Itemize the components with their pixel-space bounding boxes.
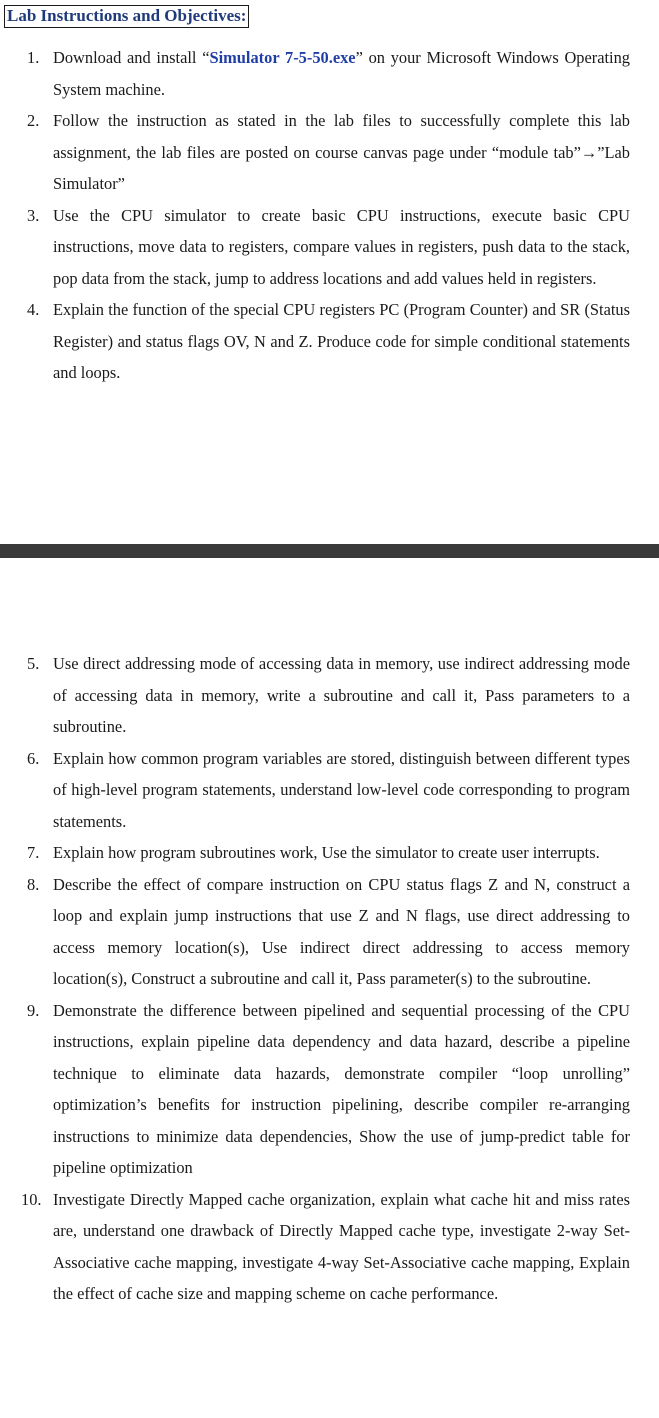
item-number: 8. [27,874,40,894]
list-item-3 [0,200,659,295]
item-text: Investigate Directly Mapped cache organization, explain what cache hit and miss rates are, understand one drawback of Directly Mapped cache type, investigate 2-way Set-Associative cache mapping, investigate 4-way Set-Associative cache mapping, Explain the effect of cache size and mapping scheme on cache performance. [53,1189,630,1303]
list-item-5 [0,648,659,743]
item-text: Explain how program subroutines work, Use the simulator to create user interrupts. [53,843,600,862]
item-text: Demonstrate the difference between pipelined and sequential processing of the CPU instructions, explain pipeline data dependency and data hazard, describe a pipeline technique to eliminate data hazards, demonstrate compiler “loop unrolling” optimization’s benefits for instruction pipelining, describe compiler re-arranging instructions to minimize data dependencies, Show the use of jump-predict table for pipeline optimization [53,1000,630,1177]
list-item-1 [0,42,659,105]
section-heading: Lab Instructions and Objectives: [4,5,249,28]
item-number: 1. [27,48,40,67]
list-item-7 [0,837,659,869]
document-page-2 [0,558,659,1418]
objectives-list-part-2 [0,648,659,1310]
item-number: 9. [27,1000,40,1020]
item-number: 4. [27,300,40,319]
document-page-1 [0,0,659,544]
item-text: Explain how common program variables are stored, distinguish between different types of high-level program statements, understand low-level code corresponding to program statements. [53,748,630,831]
item-text: Describe the effect of compare instruction on CPU status flags Z and N, construct a loop and explain jump instructions that use Z and N flags, use direct addressing to access memory location(s), Use indirect direct addressing to access memory location(s), Construct a subroutine and call it, Pass parameter(s) to the subroutine. [53,874,630,988]
item-text-suffix: ” on your Microsoft Windows Operating System machine. [53,48,630,99]
item-text: Use direct addressing mode of accessing data in memory, use indirect addressing mode of accessing data in memory, write a subroutine and call it, Pass parameters to a subroutine. [53,654,630,736]
item-number: 7. [27,843,40,862]
item-number: 5. [27,654,40,673]
list-item-6 [0,743,659,838]
list-item-9 [0,995,659,1184]
item-text-prefix: Download and install “ [53,48,210,67]
list-item-2 [0,105,659,200]
item-number: 10. [21,1189,42,1209]
simulator-filename: Simulator 7-5-50.exe [209,48,356,67]
page-divider [0,544,659,558]
item-number: 2. [27,111,40,130]
item-number: 6. [27,748,40,768]
item-text: Follow the instruction as stated in the lab files to successfully complete this lab assignment, the lab files are posted on course canvas page under “module tab”→”Lab Simulator” [53,111,630,193]
objectives-list-part-1 [0,42,659,389]
list-item-4 [0,294,659,389]
item-text: Use the CPU simulator to create basic CPU instructions, execute basic CPU instructions, move data to registers, compare values in registers, push data to the stack, pop data from the stack, jump to address locations and add values held in registers. [53,205,630,288]
item-number: 3. [27,205,40,225]
item-text: Explain the function of the special CPU registers PC (Program Counter) and SR (Status Register) and status flags OV, N and Z. Produce code for simple conditional statements and loops. [53,300,630,382]
list-item-8 [0,869,659,995]
list-item-10 [0,1184,659,1310]
